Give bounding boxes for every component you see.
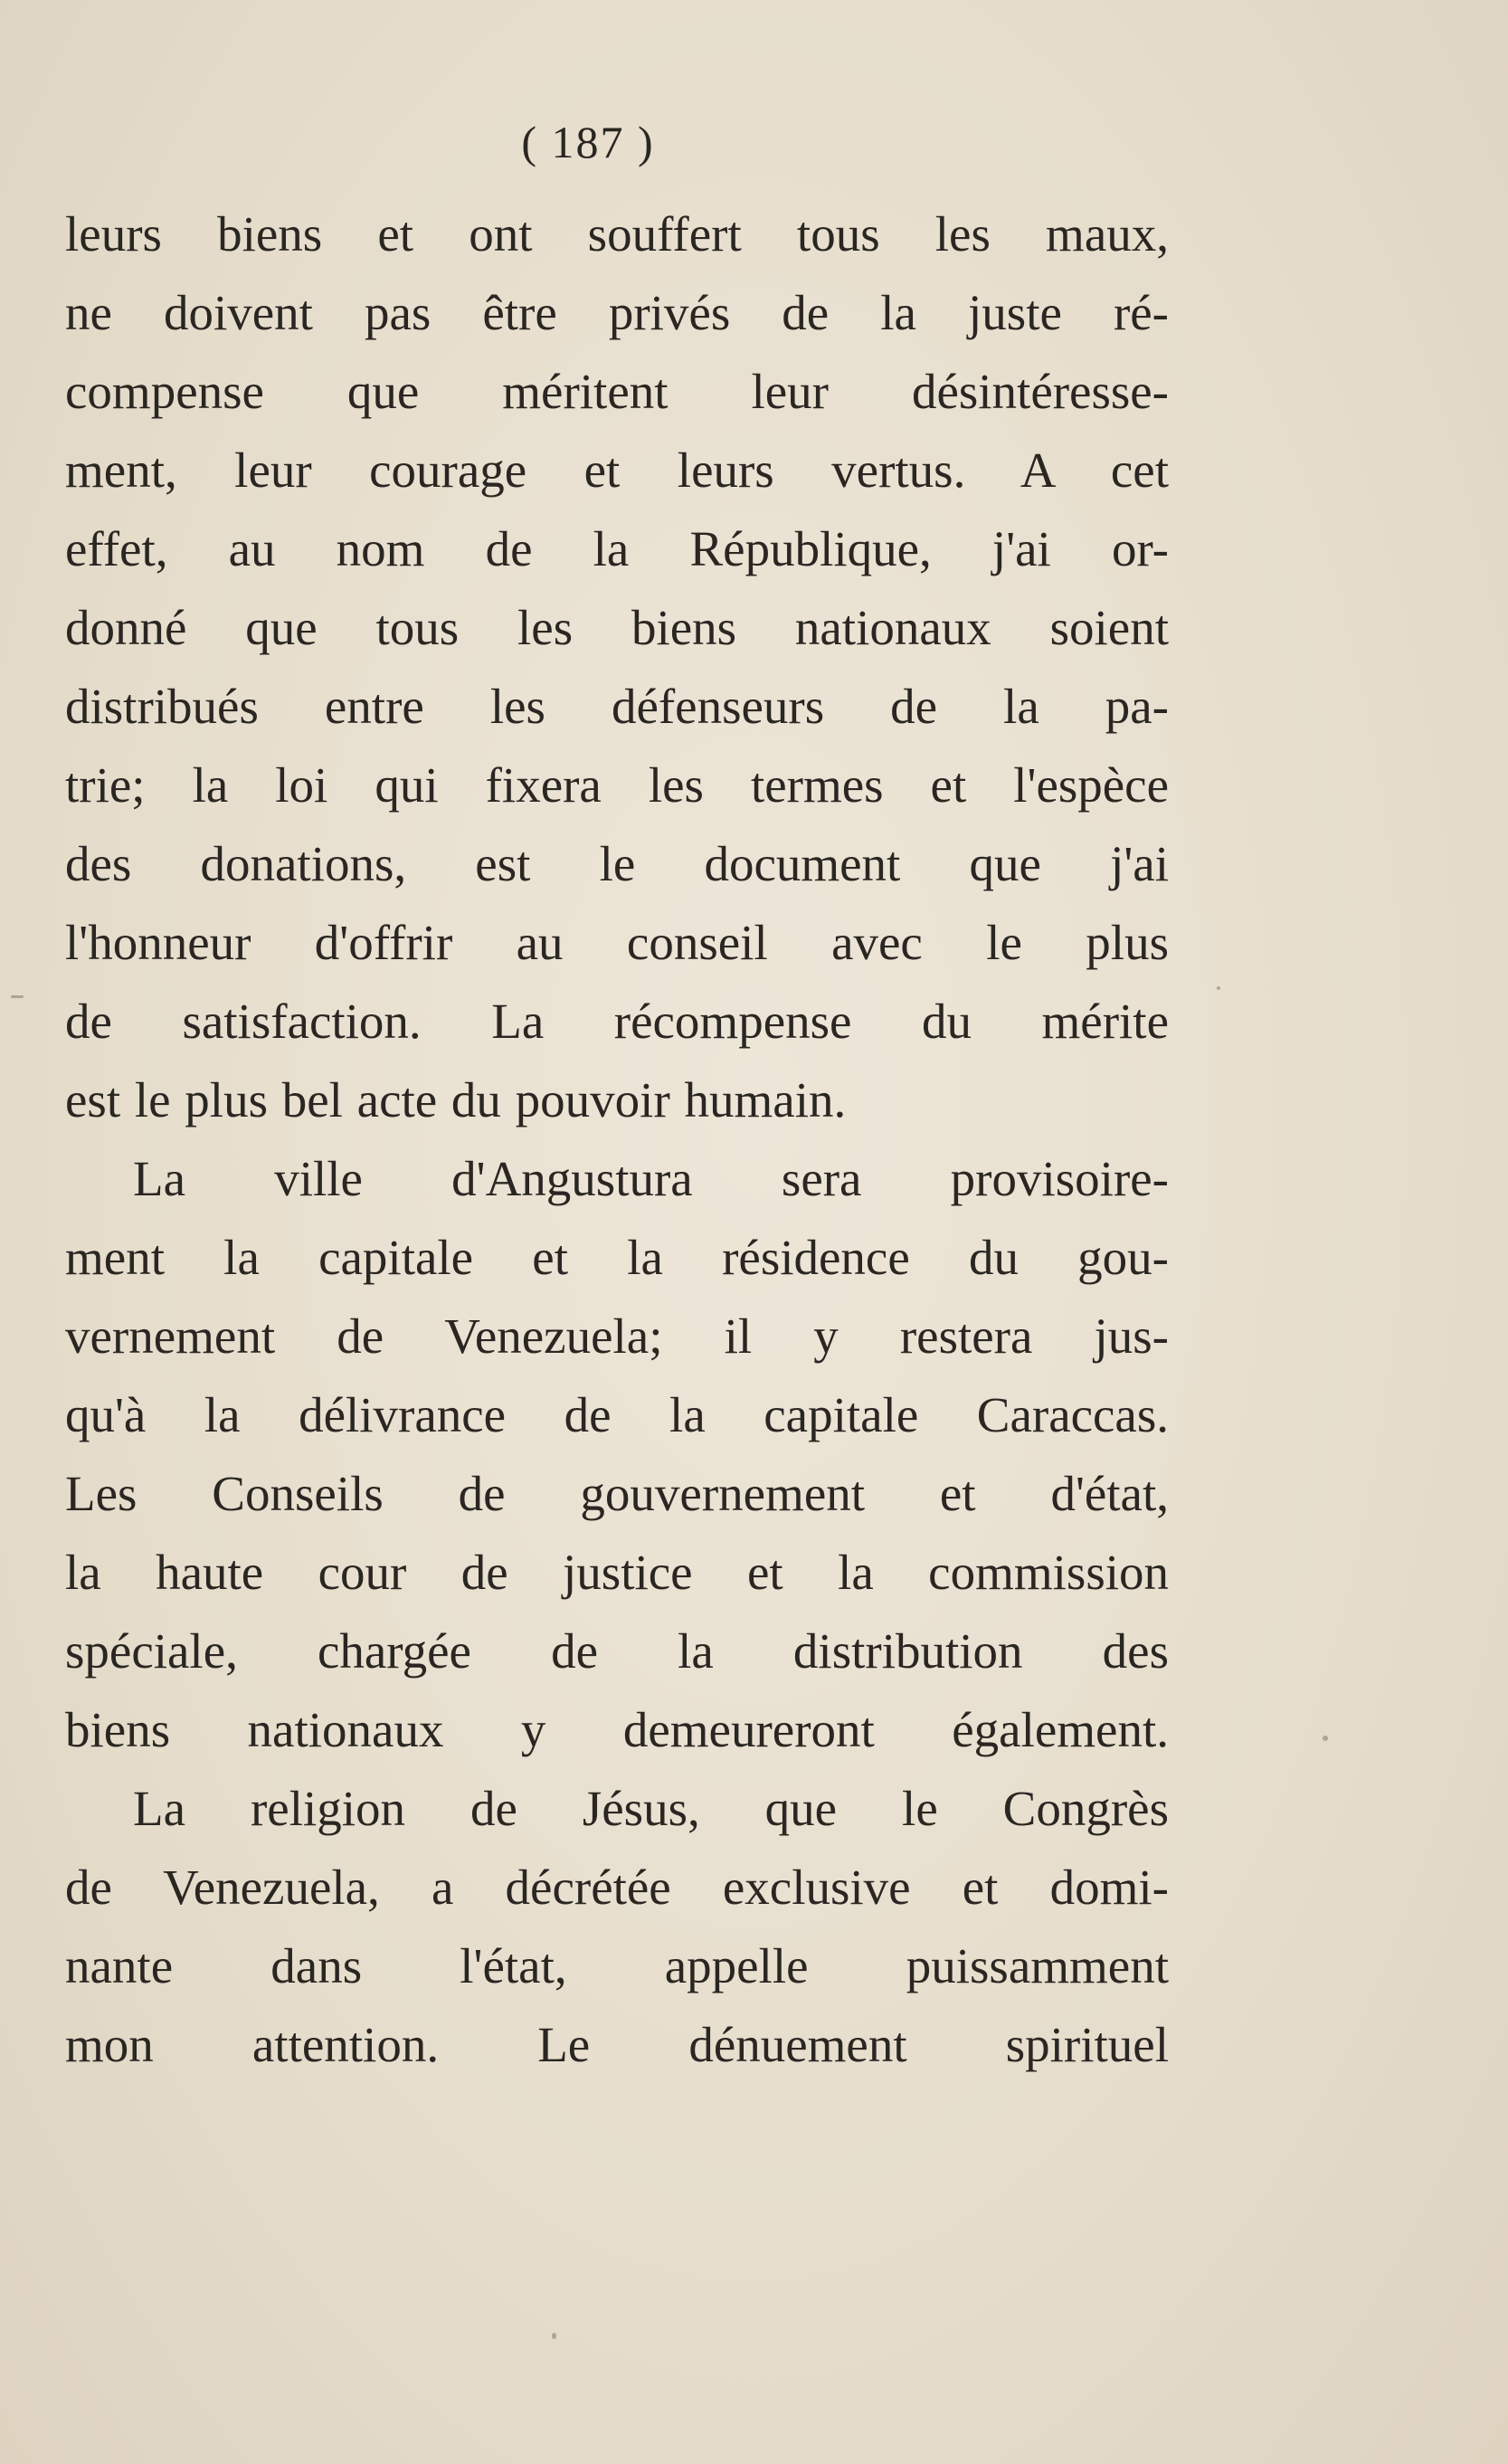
text-line: ment, leur courage et leurs vertus. A cet [65, 442, 1169, 498]
text-line: compense que méritent leur désintéresse- [65, 364, 1169, 419]
text-line: est le plus bel acte du pouvoir humain. [65, 1072, 847, 1127]
text-line: effet, au nom de la République, j'ai or- [65, 521, 1169, 576]
text-line: trie; la loi qui fixera les termes et l'espèce [65, 757, 1169, 813]
paper-speck [11, 995, 24, 998]
text-line: biens nationaux y demeureront également. [65, 1702, 1169, 1757]
paper-speck [552, 2333, 556, 2339]
page-number: ( 187 ) [521, 117, 655, 167]
text-line: des donations, est le document que j'ai [65, 836, 1169, 891]
text-line: de Venezuela, a décrétée exclusive et domi- [65, 1860, 1169, 1915]
text-line: l'honneur d'offrir au conseil avec le plus [65, 915, 1169, 970]
text-line: ment la capitale et la résidence du gou- [65, 1230, 1169, 1285]
text-line: distribués entre les défenseurs de la pa- [65, 679, 1169, 734]
text-line: donné que tous les biens nationaux soient [65, 600, 1169, 655]
text-line: qu'à la délivrance de la capitale Caraccas. [65, 1387, 1169, 1442]
text-line: vernement de Venezuela; il y restera jus- [65, 1308, 1169, 1364]
text-line: spéciale, chargée de la distribution des [65, 1623, 1169, 1679]
text-line: leurs biens et ont souffert tous les maux, [65, 206, 1169, 262]
text-line: mon attention. Le dénuement spirituel [65, 2017, 1169, 2072]
text-line: Les Conseils de gouvernement et d'état, [65, 1466, 1169, 1521]
text-line: nante dans l'état, appelle puissamment [65, 1938, 1169, 1993]
paper-speck [1217, 986, 1220, 990]
text-line: la haute cour de justice et la commission [65, 1545, 1169, 1600]
text-line: La religion de Jésus, que le Congrès [133, 1781, 1169, 1836]
paper-speck [1323, 1736, 1328, 1741]
text-line: La ville d'Angustura sera provisoire- [133, 1151, 1169, 1206]
text-line: de satisfaction. La récompense du mérite [65, 994, 1169, 1049]
body-text [65, 195, 1169, 2084]
text-line: ne doivent pas être privés de la juste ré- [65, 285, 1169, 340]
